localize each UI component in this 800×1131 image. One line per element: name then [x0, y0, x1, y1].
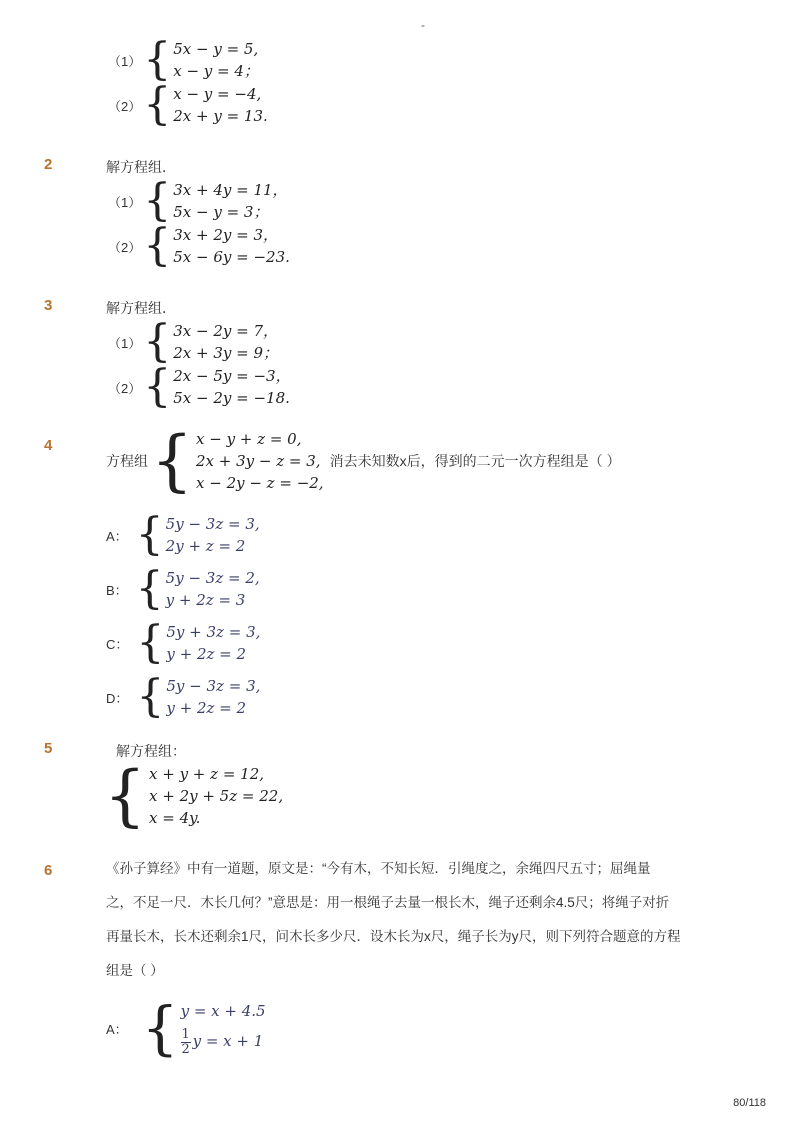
question-number: 6: [44, 862, 53, 879]
equation: x + 2y + 5z = 22,: [149, 787, 284, 805]
question-prompt: 解方程组：: [116, 743, 186, 759]
brace: {: [143, 34, 172, 85]
equation: 3x + 4y = 11，: [173, 181, 288, 199]
option-a[interactable]: [106, 994, 266, 1062]
brace: {: [136, 671, 165, 722]
option-a[interactable]: [106, 509, 260, 560]
q3-part1: [108, 316, 279, 367]
part-label: （2）: [108, 239, 142, 255]
equation: x = 4y.: [149, 809, 201, 827]
brace: {: [143, 79, 172, 130]
question-lead: 方程组: [106, 453, 148, 469]
equation-stack: [166, 675, 260, 719]
equation: 5y + 3z = 3,: [166, 623, 261, 641]
equation: x − y + z = 0,: [196, 430, 302, 448]
part-label: （2）: [108, 380, 142, 396]
equation-stack: [181, 998, 266, 1058]
equation: [181, 1024, 266, 1058]
top-mark: -: [421, 18, 425, 32]
q2-part1: [108, 175, 288, 226]
equation: 5y − 3z = 3,: [166, 677, 261, 695]
equation: 2x + 3y = 9；: [173, 344, 279, 362]
equation: 5y − 3z = 3,: [165, 515, 260, 533]
equation: 5x − 6y = −23.: [173, 248, 290, 266]
fraction-denominator: 2: [181, 1041, 190, 1057]
equation-stack: [166, 621, 260, 665]
equation: y + 2z = 2: [166, 699, 247, 717]
option-label: A：: [106, 1021, 128, 1037]
equation: 2x + y = 13.: [173, 107, 268, 125]
option-label: C：: [106, 636, 129, 652]
option-label: B：: [106, 582, 128, 598]
brace: {: [136, 617, 165, 668]
q2-part2: [108, 220, 290, 271]
option-b[interactable]: [106, 563, 260, 614]
text-line: 组是（ ）: [106, 963, 164, 978]
question-prompt: 解方程组．: [106, 300, 176, 316]
equation: y + 2z = 3: [165, 591, 246, 609]
question-number: 5: [44, 740, 53, 757]
equation: 5x − 2y = −18.: [173, 389, 290, 407]
equation: y = x + 4.5: [180, 1002, 266, 1020]
equation-stack: [173, 365, 290, 409]
q3-part2: [108, 361, 291, 412]
question-number: 3: [44, 297, 53, 314]
q1-part1: [108, 34, 259, 85]
brace: {: [135, 509, 164, 560]
brace: {: [151, 422, 193, 499]
q1-part2-label: （2）: [108, 98, 142, 114]
equation-stack: [173, 179, 287, 223]
fraction: [181, 1028, 191, 1057]
text-line: 再量长木，长木还剩余1尺，问木长多少尺．设木长为x尺，绳子长为y尺，则下列符合题意的方程: [106, 929, 681, 944]
equation: x − 2y − z = −2,: [196, 474, 324, 492]
equation-stack: [173, 38, 259, 82]
text-line: 之，不足一尺．木长几何？”意思是：用一根绳子去量一根长木，绳子还剩余4.5尺；将绳子对折: [106, 895, 670, 910]
equation: 5x − y = 3；: [173, 203, 269, 221]
equation-stack: [196, 428, 324, 494]
q5-system: [104, 757, 284, 834]
brace: {: [143, 175, 172, 226]
question-text: [106, 852, 746, 988]
equation-stack: [166, 513, 260, 557]
part-label: （1）: [108, 194, 142, 210]
q4-stem: [106, 422, 621, 499]
brace: {: [104, 757, 146, 834]
equation: 2y + z = 2: [165, 537, 246, 555]
equation-stack: [173, 224, 290, 268]
equation: 2x − 5y = −3，: [173, 367, 291, 385]
brace: {: [143, 316, 172, 367]
q1-part1-label: （1）: [108, 53, 142, 69]
equation: 2x + 3y − z = 3,: [196, 452, 321, 470]
equation: 5x − y = 5,: [173, 40, 259, 58]
equation-stack: [173, 83, 268, 127]
option-label: D：: [106, 690, 129, 706]
equation: x − y = −4,: [173, 85, 262, 103]
question-tail: 消去未知数x后，得到的二元一次方程组是（ ）: [329, 453, 621, 469]
option-d[interactable]: [106, 671, 261, 722]
page-number: 80/118: [733, 1097, 766, 1109]
option-label: A：: [106, 528, 128, 544]
equation: 3x + 2y = 3，: [173, 226, 279, 244]
equation-stack: [173, 320, 278, 364]
equation: 5y − 3z = 2,: [165, 569, 260, 587]
equation-stack: [166, 567, 260, 611]
option-c[interactable]: [106, 617, 261, 668]
equation-stack: [149, 763, 283, 829]
fraction-numerator: 1: [181, 1026, 190, 1042]
equation: y + 2z = 2: [166, 645, 247, 663]
brace: {: [143, 220, 172, 271]
question-number: 2: [44, 156, 53, 173]
question-number: 4: [44, 437, 53, 454]
equation: x + y + z = 12,: [149, 765, 265, 783]
q1-part2: [108, 79, 268, 130]
question-prompt: 解方程组．: [106, 159, 176, 175]
text-line: 《孙子算经》中有一道题，原文是：“今有木，不知长短．引绳度之，余绳四尺五寸；屈绳量: [106, 861, 651, 876]
brace: {: [135, 563, 164, 614]
brace: {: [141, 994, 179, 1062]
equation: 3x − 2y = 7，: [173, 322, 279, 340]
equation-rest: y = x + 1: [192, 1032, 264, 1050]
equation: x − y = 4；: [173, 62, 259, 80]
part-label: （1）: [108, 335, 142, 351]
brace: {: [143, 361, 172, 412]
